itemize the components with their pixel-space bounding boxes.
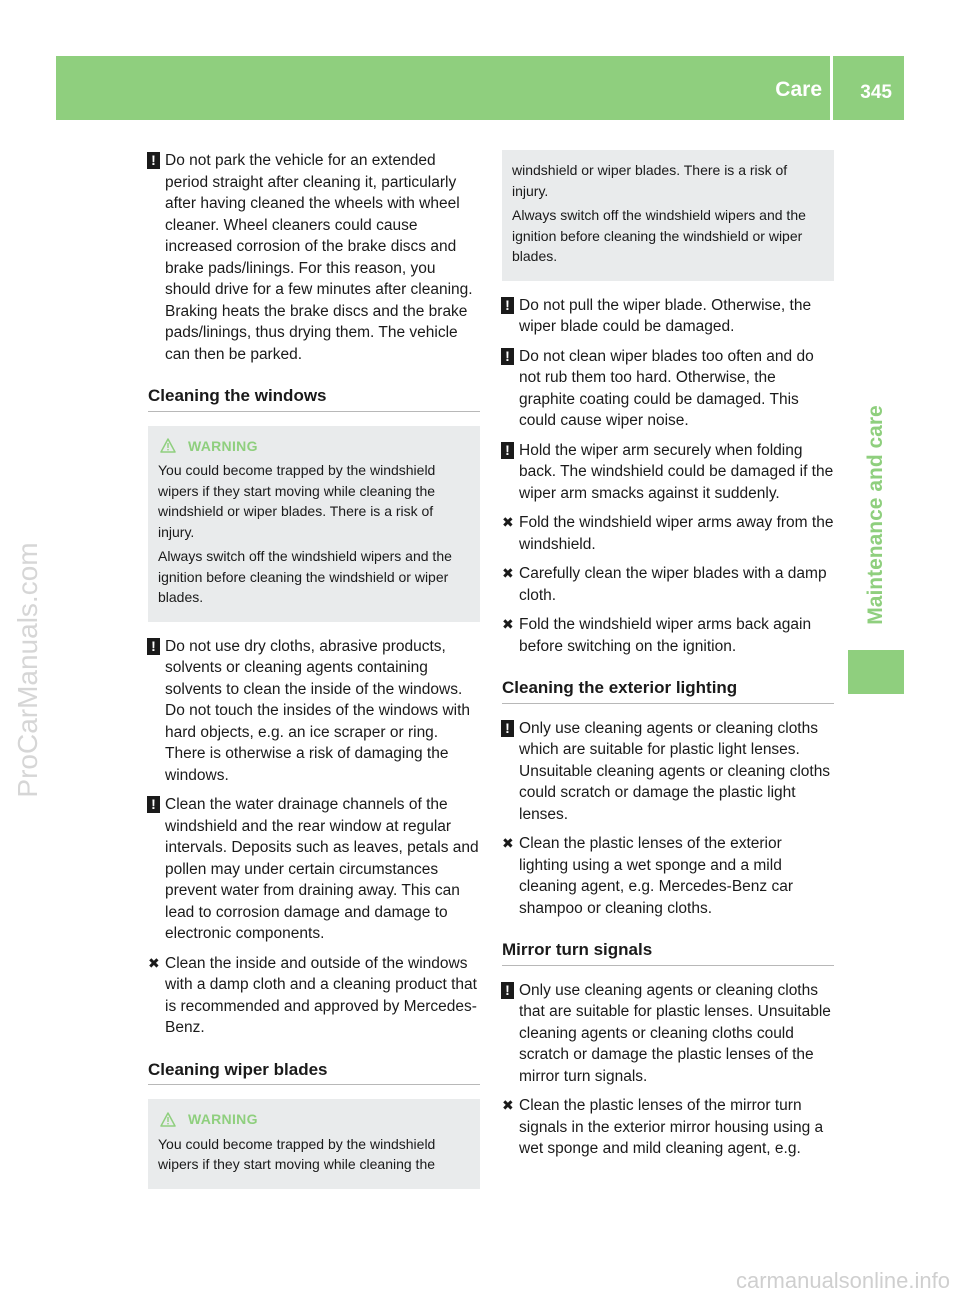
warning-text: windshield or wiper blades. There is a risk of injury. [512, 162, 788, 199]
notice-hold-arm [502, 440, 834, 505]
notice-dry-cloths-text: Do not use dry cloths, abrasive products, solvents or cleaning agents containing solvents to clean the inside of the windows. Do not touch the insides of the windows with hard objects, e.g. an ice scraper or ring. There is otherwise a risk of damaging the windows. [165, 637, 471, 784]
step-arrow-icon: ✖ [502, 1097, 514, 1113]
step-fold-back-text: Fold the windshield wiper arms back again before switching on the ignition. [519, 616, 812, 655]
notice-pull-wiper [502, 295, 834, 338]
notice-clean-often-text: Do not clean wiper blades too often and do not rub them too hard. Otherwise, the graphite coating could be damaged. This could cause wiper noise. [519, 347, 814, 429]
step-fold-away-text: Fold the windshield wiper arms away from the windshield. [519, 514, 834, 553]
warning-text: You could become trapped by the windshield wipers if they start moving while cleaning the [158, 1135, 436, 1172]
header-divider [830, 56, 833, 120]
heading-mirror-turn-signals: Mirror turn signals [502, 939, 834, 966]
side-watermark [0, 310, 56, 1030]
step-clean-windows [148, 953, 480, 1039]
footer-watermark: carmanualsonline.info [735, 1268, 950, 1293]
warning-title: WARNING [188, 437, 258, 454]
side-watermark-text: ProCarManuals.com [12, 542, 43, 798]
warning-box-windows [148, 426, 480, 622]
step-clean-mirror [502, 1095, 834, 1160]
notice-mirror [502, 980, 834, 1088]
warning-box-wipers [148, 1099, 480, 1189]
step-arrow-icon: ✖ [502, 616, 514, 632]
warning-triangle-icon [160, 438, 176, 453]
step-clean-blades [502, 563, 834, 606]
step-arrow-icon: ✖ [502, 514, 514, 530]
warning-text: You could become trapped by the windshield wipers if they start moving while cleaning the windshield or wiper blades. There is a risk of injury. [158, 462, 436, 540]
warning-header [158, 1109, 472, 1130]
step-clean-lighting [502, 833, 834, 919]
notice-dry-cloths [148, 636, 480, 787]
right-column [502, 150, 834, 1168]
exclamation-icon: ! [501, 720, 514, 737]
chapter-tab [848, 650, 904, 694]
warning-triangle-icon [160, 1112, 176, 1127]
heading-cleaning-wiper-blades: Cleaning wiper blades [148, 1059, 480, 1086]
notice-mirror-text: Only use cleaning agents or cleaning cloths that are suitable for plastic lenses. Unsuitable cleaning agents or cleaning cloths could scratch or damage the plastic lenses of the mirror turn signals. [519, 981, 831, 1085]
notice-drainage [148, 794, 480, 945]
chapter-label [848, 390, 904, 640]
chapter-label-text: Maintenance and care [864, 405, 887, 625]
notice-drainage-text: Clean the water drainage channels of the windshield and the rear window at regular intervals. Deposits such as leaves, petals and pollen may under certain circumstances prevent water from draining away. This can lead to corrosion damage and damage to electronic components. [165, 796, 479, 942]
notice-park-text: Do not park the vehicle for an extended period straight after cleaning it, particularly after having cleaned the wheels with wheel cleaner. Wheel cleaners could cause increased corrosion of the brake discs and brake pads/linings. For this reason, you should drive for a few minutes after cleaning. Braking heats the brake discs and the brake pads/linings, thus drying them. The vehicle can then be parked. [165, 152, 473, 363]
step-fold-away [502, 512, 834, 555]
notice-clean-often [502, 346, 834, 432]
notice-pull-wiper-text: Do not pull the wiper blade. Otherwise, the wiper blade could be damaged. [519, 296, 812, 335]
exclamation-icon: ! [501, 442, 514, 459]
heading-exterior-lighting: Cleaning the exterior lighting [502, 677, 834, 704]
page-number: 345 [860, 82, 892, 103]
section-title: Care [775, 78, 822, 101]
heading-cleaning-windows: Cleaning the windows [148, 385, 480, 412]
step-clean-blades-text: Carefully clean the wiper blades with a damp cloth. [519, 565, 827, 604]
notice-hold-arm-text: Hold the wiper arm securely when folding back. The windshield could be damaged if the wiper arm smacks against it suddenly. [519, 441, 834, 502]
page-header [56, 56, 904, 120]
step-arrow-icon: ✖ [502, 565, 514, 581]
warning-header [158, 436, 472, 457]
exclamation-icon: ! [501, 982, 514, 999]
exclamation-icon: ! [147, 796, 160, 813]
notice-lighting [502, 718, 834, 826]
exclamation-icon: ! [147, 152, 160, 169]
warning-box-continued [502, 150, 834, 281]
step-arrow-icon: ✖ [148, 954, 160, 971]
warning-text: Always switch off the windshield wipers and the ignition before cleaning the windshield or wiper blades. [512, 207, 806, 264]
exclamation-icon: ! [501, 297, 514, 314]
step-clean-lighting-text: Clean the plastic lenses of the exterior lighting using a wet sponge and a mild cleaning agent, e.g. Mercedes-Benz car shampoo or cleaning cloths. [519, 835, 793, 917]
step-clean-windows-text: Clean the inside and outside of the windows with a damp cloth and a cleaning product that is recommended and approved by Mercedes-Benz. [165, 954, 477, 1036]
notice-lighting-text: Only use cleaning agents or cleaning cloths which are suitable for plastic light lenses. Unsuitable cleaning agents or cleaning cloths could scratch or damage the plastic light lenses. [519, 719, 831, 823]
left-column [148, 150, 480, 1203]
warning-text: Always switch off the windshield wipers and the ignition before cleaning the windshield or wiper blades. [158, 548, 452, 605]
step-clean-mirror-text: Clean the plastic lenses of the mirror turn signals in the exterior mirror housing using a wet sponge and mild cleaning agent, e.g. [519, 1097, 824, 1157]
notice-park [148, 150, 480, 365]
exclamation-icon: ! [501, 348, 514, 365]
exclamation-icon: ! [147, 638, 160, 655]
warning-title: WARNING [188, 1111, 258, 1127]
step-arrow-icon: ✖ [502, 835, 514, 851]
step-fold-back [502, 614, 834, 657]
